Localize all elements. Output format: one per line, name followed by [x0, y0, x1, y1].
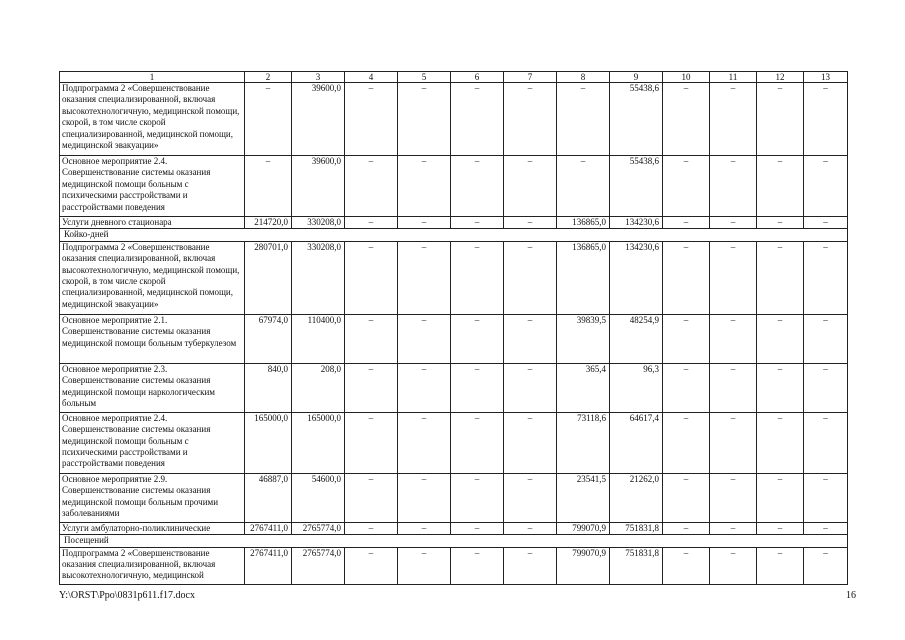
- table-row: [60, 412, 848, 473]
- row-label: Подпрограмма 2 «Совершенствование оказания специализированной, включая высокотехнологичную, медицинской: [60, 547, 245, 584]
- empty-value: –: [804, 547, 848, 584]
- empty-value: –: [451, 314, 504, 363]
- empty-value: –: [663, 522, 710, 534]
- numeric-value: 165000,0: [292, 412, 345, 473]
- empty-value: –: [663, 83, 710, 156]
- unit-row: [60, 229, 848, 241]
- numeric-value: 73118,6: [557, 412, 610, 473]
- empty-value: –: [398, 217, 451, 229]
- empty-value: –: [757, 547, 804, 584]
- footer-file-path: Y:\ORST\Ppo\0831p611.f17.docx: [59, 590, 195, 601]
- empty-value: –: [504, 83, 557, 156]
- row-label: Услуги дневного стационара: [60, 217, 245, 229]
- row-label: Основное мероприятие 2.9. Совершенствование системы оказания медицинской помощи больным прочими заболеваниями: [60, 473, 245, 522]
- empty-value: –: [804, 217, 848, 229]
- column-header: 9: [610, 72, 663, 83]
- table-row: [60, 473, 848, 522]
- numeric-value: 54600,0: [292, 473, 345, 522]
- table-row: [60, 314, 848, 363]
- row-label: Подпрограмма 2 «Совершенствование оказания специализированной, включая высокотехнологичную, медицинской помощи, скорой, в том числе скорой специализированной, медицинской помощи, медицинской эвакуации»: [60, 83, 245, 156]
- empty-value: –: [451, 241, 504, 314]
- empty-value: –: [663, 241, 710, 314]
- empty-value: –: [757, 412, 804, 473]
- empty-value: –: [451, 83, 504, 156]
- table-row: [60, 156, 848, 217]
- empty-value: –: [345, 314, 398, 363]
- empty-value: –: [398, 314, 451, 363]
- empty-value: –: [804, 241, 848, 314]
- empty-value: –: [663, 363, 710, 412]
- column-header: 2: [245, 72, 292, 83]
- empty-value: –: [663, 156, 710, 217]
- empty-value: –: [245, 83, 292, 156]
- header-row: [60, 72, 848, 83]
- empty-value: –: [504, 473, 557, 522]
- empty-value: –: [663, 314, 710, 363]
- numeric-value: 55438,6: [610, 83, 663, 156]
- table-row: [60, 241, 848, 314]
- empty-value: –: [710, 217, 757, 229]
- empty-value: –: [663, 217, 710, 229]
- table-row: [60, 217, 848, 229]
- empty-value: –: [345, 363, 398, 412]
- column-header: 4: [345, 72, 398, 83]
- empty-value: –: [710, 83, 757, 156]
- empty-value: –: [804, 412, 848, 473]
- numeric-value: 39600,0: [292, 156, 345, 217]
- column-header: 10: [663, 72, 710, 83]
- empty-value: –: [504, 547, 557, 584]
- unit-label: Койко-дней: [60, 229, 848, 241]
- numeric-value: 799070,9: [557, 522, 610, 534]
- numeric-value: 751831,8: [610, 522, 663, 534]
- numeric-value: 136865,0: [557, 241, 610, 314]
- empty-value: –: [245, 156, 292, 217]
- numeric-value: 110400,0: [292, 314, 345, 363]
- empty-value: –: [345, 473, 398, 522]
- empty-value: –: [398, 547, 451, 584]
- numeric-value: 2767411,0: [245, 522, 292, 534]
- empty-value: –: [504, 241, 557, 314]
- numeric-value: 330208,0: [292, 241, 345, 314]
- row-label: Основное мероприятие 2.1. Совершенствование системы оказания медицинской помощи больным туберкулезом: [60, 314, 245, 363]
- empty-value: –: [663, 547, 710, 584]
- empty-value: –: [663, 412, 710, 473]
- empty-value: –: [557, 83, 610, 156]
- row-label: Услуги амбулаторно-поликлинические: [60, 522, 245, 534]
- row-label: Основное мероприятие 2.4. Совершенствование системы оказания медицинской помощи больным с психическими расстройствами и расстройствами поведения: [60, 412, 245, 473]
- column-header: 1: [60, 72, 245, 83]
- empty-value: –: [757, 363, 804, 412]
- numeric-value: 165000,0: [245, 412, 292, 473]
- column-header: 3: [292, 72, 345, 83]
- empty-value: –: [757, 314, 804, 363]
- empty-value: –: [710, 547, 757, 584]
- numeric-value: 280701,0: [245, 241, 292, 314]
- empty-value: –: [710, 522, 757, 534]
- empty-value: –: [345, 412, 398, 473]
- numeric-value: 21262,0: [610, 473, 663, 522]
- row-label: Основное мероприятие 2.3. Совершенствование системы оказания медицинской помощи наркологическим больным: [60, 363, 245, 412]
- numeric-value: 48254,9: [610, 314, 663, 363]
- numeric-value: 751831,8: [610, 547, 663, 584]
- empty-value: –: [345, 83, 398, 156]
- numeric-value: 840,0: [245, 363, 292, 412]
- empty-value: –: [710, 473, 757, 522]
- empty-value: –: [451, 363, 504, 412]
- empty-value: –: [804, 363, 848, 412]
- numeric-value: 23541,5: [557, 473, 610, 522]
- empty-value: –: [398, 156, 451, 217]
- empty-value: –: [757, 241, 804, 314]
- unit-label: Посещений: [60, 535, 848, 547]
- empty-value: –: [504, 363, 557, 412]
- empty-value: –: [398, 83, 451, 156]
- numeric-value: 55438,6: [610, 156, 663, 217]
- empty-value: –: [757, 83, 804, 156]
- empty-value: –: [710, 314, 757, 363]
- empty-value: –: [345, 156, 398, 217]
- empty-value: –: [710, 156, 757, 217]
- empty-value: –: [504, 522, 557, 534]
- empty-value: –: [710, 363, 757, 412]
- numeric-value: 134230,6: [610, 241, 663, 314]
- column-header: 6: [451, 72, 504, 83]
- numeric-value: 330208,0: [292, 217, 345, 229]
- numeric-value: 39600,0: [292, 83, 345, 156]
- row-label: Основное мероприятие 2.4. Совершенствование системы оказания медицинской помощи больным с психическими расстройствами и расстройствами поведения: [60, 156, 245, 217]
- numeric-value: 2767411,0: [245, 547, 292, 584]
- empty-value: –: [451, 473, 504, 522]
- empty-value: –: [398, 241, 451, 314]
- empty-value: –: [451, 547, 504, 584]
- empty-value: –: [398, 522, 451, 534]
- empty-value: –: [757, 217, 804, 229]
- footer-page-number: 16: [846, 590, 856, 601]
- table-row: [60, 363, 848, 412]
- column-header: 11: [710, 72, 757, 83]
- column-header: 7: [504, 72, 557, 83]
- numeric-value: 39839,5: [557, 314, 610, 363]
- empty-value: –: [757, 156, 804, 217]
- table-row: [60, 522, 848, 534]
- numeric-value: 2765774,0: [292, 547, 345, 584]
- empty-value: –: [804, 83, 848, 156]
- numeric-value: 2765774,0: [292, 522, 345, 534]
- table-row: [60, 547, 848, 584]
- numeric-value: 134230,6: [610, 217, 663, 229]
- numeric-value: 365,4: [557, 363, 610, 412]
- numeric-value: 214720,0: [245, 217, 292, 229]
- numeric-value: 64617,4: [610, 412, 663, 473]
- empty-value: –: [504, 156, 557, 217]
- numeric-value: 96,3: [610, 363, 663, 412]
- row-label: Подпрограмма 2 «Совершенствование оказания специализированной, включая высокотехнологичную, медицинской помощи, скорой, в том числе скорой специализированной, медицинской помощи, медицинской эвакуации»: [60, 241, 245, 314]
- empty-value: –: [398, 473, 451, 522]
- empty-value: –: [804, 473, 848, 522]
- empty-value: –: [451, 156, 504, 217]
- empty-value: –: [757, 522, 804, 534]
- empty-value: –: [804, 314, 848, 363]
- empty-value: –: [451, 522, 504, 534]
- empty-value: –: [345, 547, 398, 584]
- empty-value: –: [663, 473, 710, 522]
- empty-value: –: [451, 217, 504, 229]
- empty-value: –: [345, 217, 398, 229]
- empty-value: –: [345, 241, 398, 314]
- unit-row: [60, 535, 848, 547]
- column-header: 8: [557, 72, 610, 83]
- table-row: [60, 83, 848, 156]
- numeric-value: 46887,0: [245, 473, 292, 522]
- empty-value: –: [451, 412, 504, 473]
- empty-value: –: [710, 412, 757, 473]
- numeric-value: 136865,0: [557, 217, 610, 229]
- column-header: 5: [398, 72, 451, 83]
- empty-value: –: [804, 522, 848, 534]
- column-header: 13: [804, 72, 848, 83]
- empty-value: –: [504, 314, 557, 363]
- empty-value: –: [345, 522, 398, 534]
- column-header: 12: [757, 72, 804, 83]
- empty-value: –: [757, 473, 804, 522]
- numeric-value: 799070,9: [557, 547, 610, 584]
- empty-value: –: [504, 217, 557, 229]
- numeric-value: 208,0: [292, 363, 345, 412]
- empty-value: –: [398, 363, 451, 412]
- empty-value: –: [504, 412, 557, 473]
- empty-value: –: [398, 412, 451, 473]
- empty-value: –: [557, 156, 610, 217]
- empty-value: –: [804, 156, 848, 217]
- numeric-value: 67974,0: [245, 314, 292, 363]
- budget-table: [59, 71, 848, 585]
- empty-value: –: [710, 241, 757, 314]
